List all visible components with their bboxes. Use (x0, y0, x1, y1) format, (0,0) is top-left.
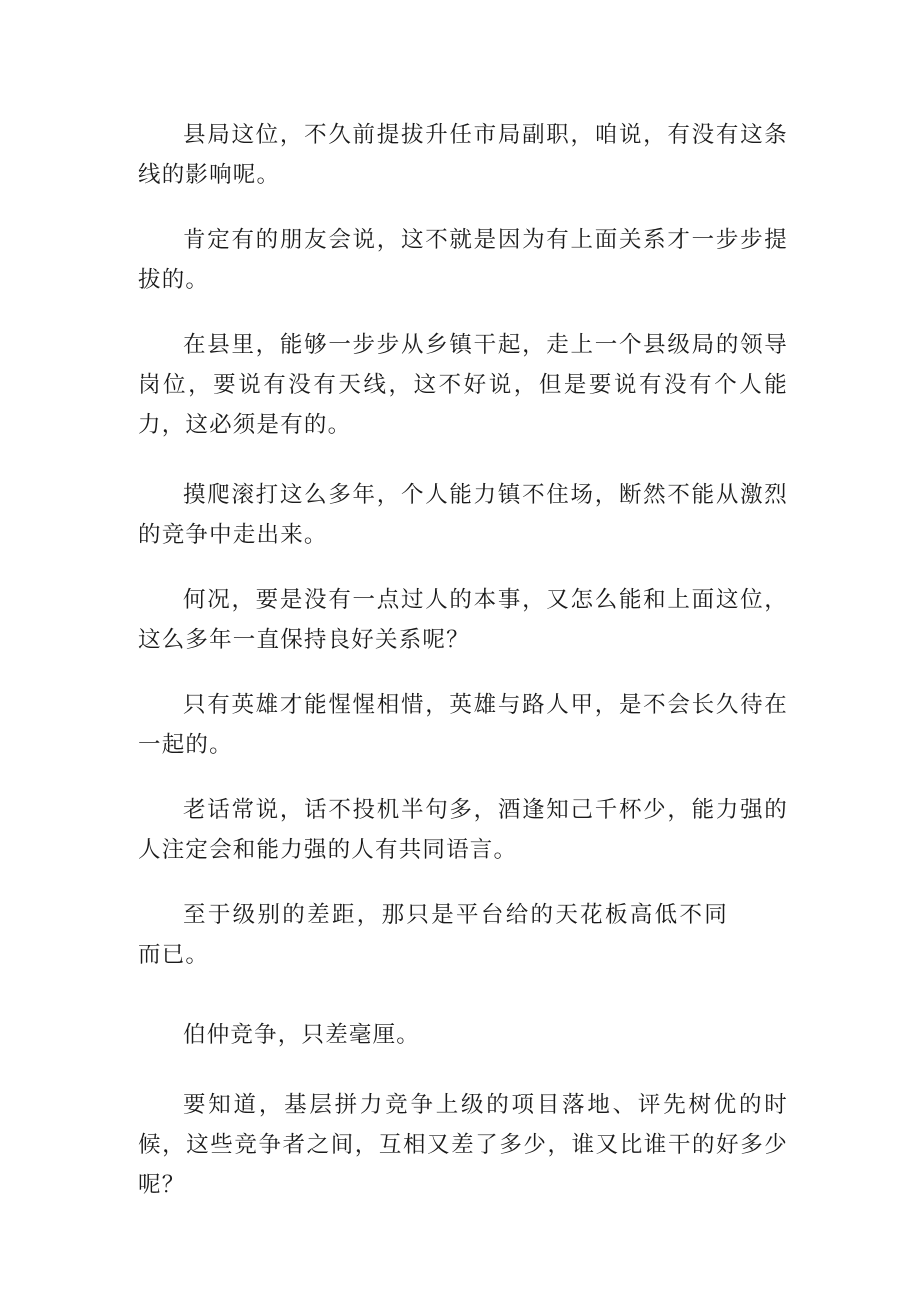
paragraph-1: 县局这位，不久前提拔升任市局副职，咱说，有没有这条线的影响呢。 (138, 122, 788, 188)
paragraph-5: 何况，要是没有一点过人的本事，又怎么能和上面这位，这么多年一直保持良好关系呢？ (138, 587, 788, 653)
paragraph-4: 摸爬滚打这么多年，个人能力镇不住场，断然不能从激烈的竞争中走出来。 (138, 482, 788, 548)
paragraph-9: 伯仲竞争，只差毫厘。 (183, 1022, 421, 1048)
paragraph-2: 肯定有的朋友会说，这不就是因为有上面关系才一步步提拔的。 (138, 227, 788, 293)
paragraph-8: 至于级别的差距，那只是平台给的天花板高低不同而已。 (138, 902, 728, 968)
paragraph-10: 要知道，基层拼力竞争上级的项目落地、评先树优的时候，这些竞争者之间，互相又差了多少，谁又比谁干的好多少呢？ (138, 1092, 788, 1198)
paragraph-3: 在县里，能够一步步从乡镇干起，走上一个县级局的领导岗位，要说有没有天线，这不好说，但是要说有没有个人能力，这必须是有的。 (138, 332, 788, 438)
paragraph-7: 老话常说，话不投机半句多，酒逢知己千杯少，能力强的人注定会和能力强的人有共同语言。 (138, 797, 788, 863)
paragraph-6: 只有英雄才能惺惺相惜，英雄与路人甲，是不会长久待在一起的。 (138, 692, 788, 758)
